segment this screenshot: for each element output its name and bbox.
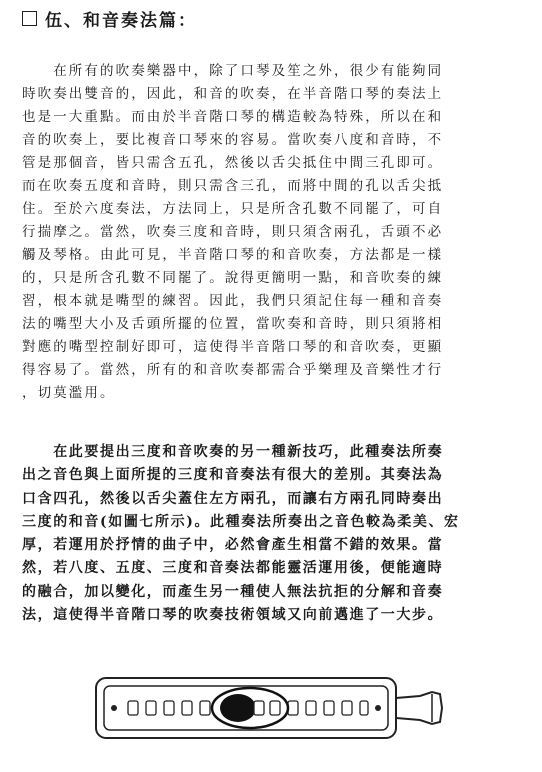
paragraph-2 [22,441,530,627]
checkbox-icon [22,11,37,26]
text-line: 對應的嘴型控制好即可，這使得半音階口琴的和音吹奏，更顯 [22,339,444,355]
paragraph-1 [22,60,530,405]
text-line: 的，只是所含孔數不同罷了。說得更簡明一點，和音吹奏的練 [22,270,444,286]
text-line: 習，根本就是嘴型的練習。因此，我們只須記住每一種和音奏 [22,293,444,309]
text-line: 法，這使得半音階口琴的吹奏技術領域又向前邁進了一大步。 [22,607,444,624]
text-line: 在此要提出三度和音吹奏的另一種新技巧，此種奏法所奏 [22,444,444,460]
text-line: 的融合，加以變化，而產生另一種使人無法抗拒的分解和音奏 [22,583,444,600]
harmonica-icon [92,672,452,752]
text-line: 在所有的吹奏樂器中，除了口琴及笙之外，很少有能夠同 [22,63,444,79]
text-line: 行揣摩之。當然，吹奏三度和音時，則只須含兩孔，舌頭不必 [22,224,444,240]
text-line: 管是那個音，皆只需含五孔，然後以舌尖抵住中間三孔即可。 [22,155,444,171]
text-line: 厚，若運用於抒情的曲子中，必然會產生相當不錯的效果。當 [22,537,444,554]
text-line: 住。至於六度奏法，方法同上，只是所含孔數不同罷了，可自 [22,201,444,217]
text-line: 也是一大重點。而由於半音階口琴的構造較為特殊，所以在和 [22,109,444,125]
text-line: 觸及琴格。由此可見，半音階口琴的和音吹奏，方法都是一樣 [22,247,444,263]
text-line: 時吹奏出雙音的，因此，和音的吹奏，在半音階口琴的奏法上 [22,86,444,102]
text-line: 法的嘴型大小及舌頭所擺的位置，當吹奏和音時，則只須將相 [22,316,444,332]
text-line: 音的吹奏上，要比複音口琴來的容易。當吹奏八度和音時，不 [22,132,444,148]
text-line: 而在吹奏五度和音時，則只需含三孔，而將中間的孔以舌尖抵 [22,178,444,194]
text-line: 得容易了。當然，所有的和音吹奏都需合乎樂理及音樂性才行 [22,362,444,378]
text-line: 口含四孔，然後以舌尖蓋住左方兩孔，而讓右方兩孔同時奏出 [22,490,444,507]
text-line: 然，若八度、五度、三度和音奏法都能靈活運用後，便能適時 [22,560,444,577]
section-heading [22,6,197,31]
text-line: ，切莫濫用。 [22,385,116,401]
harmonica-figure [92,672,452,752]
text-line: 三度的和音(如圖七所示)。此種奏法所奏出之音色較為柔美、宏 [22,513,460,530]
heading-title: 伍、和音奏法篇： [45,11,197,31]
text-line: 出之音色與上面所提的三度和音奏法有很大的差別。其奏法為 [22,467,444,484]
